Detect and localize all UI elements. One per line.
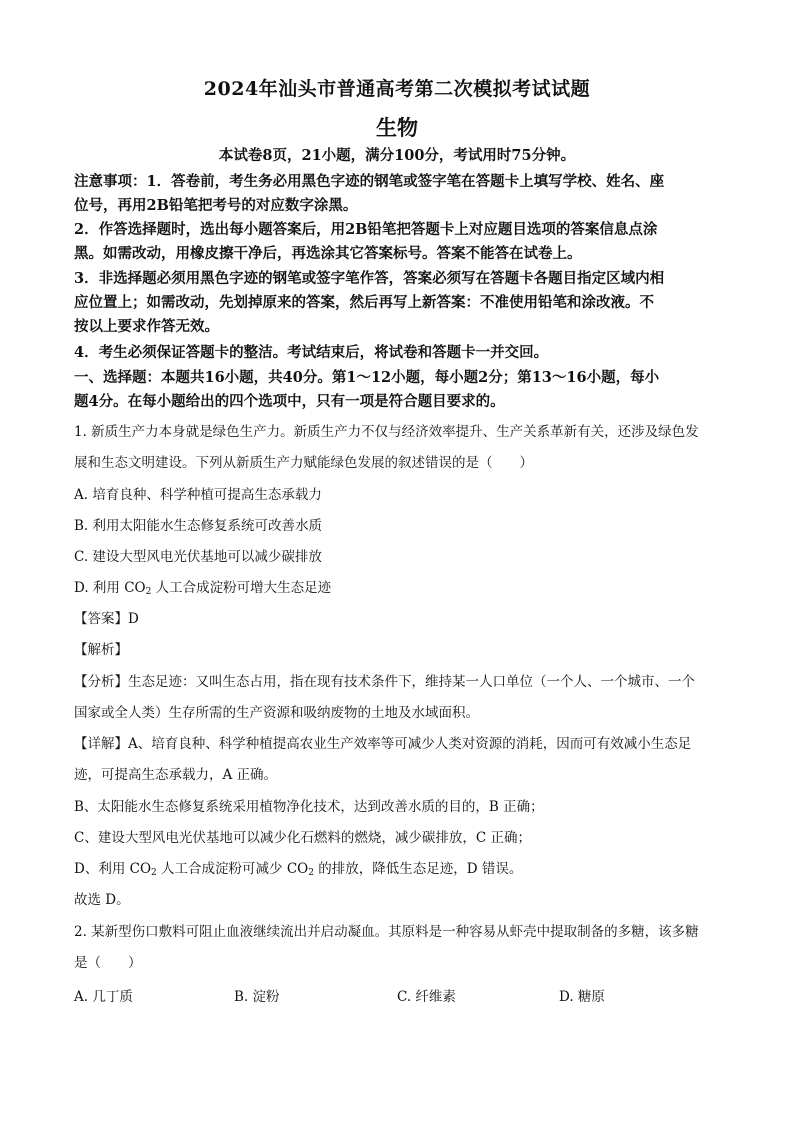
- q1-xiangjie-line-5: D、利用 $CO_2$ 人工合成淀粉可减少 $CO_2$ 的排放，降低生态足迹，D 错误。: [74, 861, 523, 878]
- section-1-heading-line-1: 一、选择题：本题共16小题，共40分。第1～12小题，每小题2分；第13～16小题，每小: [74, 369, 660, 386]
- note-2-line-2: 黑。如需改动，用橡皮擦干净后，再选涂其它答案标号。答案不能答在试卷上。: [74, 245, 582, 262]
- q1-option-b: B. 利用太阳能水生态修复系统可改善水质: [74, 518, 323, 534]
- q1-option-a: A. 培育良种、科学种植可提高生态承载力: [74, 487, 322, 503]
- note-4: 4．考生必须保证答题卡的整洁。考试结束后，将试卷和答题卡一并交回。: [74, 344, 549, 361]
- q1-option-c: C. 建设大型风电光伏基地可以减少碳排放: [74, 549, 322, 565]
- q1-option-d: D. 利用 $CO_2$ 人工合成淀粉可增大生态足迹: [74, 580, 332, 597]
- q1-analysis-tag: 【解析】: [74, 642, 128, 658]
- subject-title: 生物: [376, 115, 418, 140]
- q2-stem-line-1: 2. 某新型伤口敷料可阻止血液继续流出并启动凝血。其原料是一种容易从虾壳中提取制备的多糖，该多糖: [74, 924, 699, 940]
- note-3-line-2: 应位置上；如需改动，先划掉原来的答案，然后再写上新答案：不准使用铅笔和涂改液。不: [74, 294, 654, 311]
- note-1-line-2: 位号，再用2B铅笔把考号的对应数字涂黑。: [74, 197, 358, 214]
- q1-xiangjie-line-1: 【详解】A、培育良种、科学种植提高农业生产效率等可减少人类对资源的消耗，因而可有效减小生态足: [74, 736, 692, 752]
- q1-xiangjie-line-3: B、太阳能水生态修复系统采用植物净化技术，达到改善水质的目的，B 正确；: [74, 799, 544, 815]
- q1-xiangjie-line-4: C、建设大型风电光伏基地可以减少化石燃料的燃烧，减少碳排放，C 正确；: [74, 830, 531, 846]
- q2-option-c: C. 纤维素: [397, 989, 456, 1005]
- note-1-line-1: 注意事项：1．答卷前，考生务必用黑色字迹的钢笔或签字笔在答题卡上填写学校、姓名、座: [74, 173, 665, 190]
- q2-option-a: A. 几丁质: [74, 989, 133, 1005]
- q2-option-b: B. 淀粉: [234, 989, 280, 1005]
- q2-stem-line-2: 是（ ）: [74, 955, 142, 971]
- q1-fenxi-line-1: 【分析】生态足迹：又叫生态占用，指在现有技术条件下，维持某一人口单位（一个人、一个城市、一个: [74, 674, 695, 690]
- exam-intro: 本试卷8页，21小题，满分100分，考试用时75分钟。: [218, 147, 576, 164]
- q1-stem-line-2: 展和生态文明建设。下列从新质生产力赋能绿色发展的叙述错误的是（ ）: [74, 455, 533, 471]
- exam-title: 2024年汕头市普通高考第二次模拟考试试题: [203, 78, 591, 100]
- q1-conclusion: 故选 D。: [74, 892, 130, 908]
- q1-fenxi-line-2: 国家或全人类）生存所需的生产资源和吸纳废物的土地及水域面积。: [74, 705, 479, 721]
- q2-option-d: D. 糖原: [559, 989, 605, 1005]
- q1-xiangjie-line-2: 迹，可提高生态承载力，A 正确。: [74, 767, 278, 783]
- note-3-line-1: 3．非选择题必须用黑色字迹的钢笔或签字笔作答，答案必须写在答题卡各题目指定区域内相: [74, 270, 665, 287]
- note-2-line-1: 2．作答选择题时，选出每小题答案后，用2B铅笔把答题卡上对应题目选项的答案信息点涂: [74, 221, 658, 238]
- q1-answer: 【答案】D: [74, 611, 139, 627]
- q1-stem-line-1: 1. 新质生产力本身就是绿色生产力。新质生产力不仅与经济效率提升、生产关系革新有关，还涉及绿色发: [74, 424, 699, 440]
- note-3-line-3: 按以上要求作答无效。: [74, 318, 219, 335]
- section-1-heading-line-2: 题4分。在每小题给出的四个选项中，只有一项是符合题目要求的。: [74, 393, 505, 410]
